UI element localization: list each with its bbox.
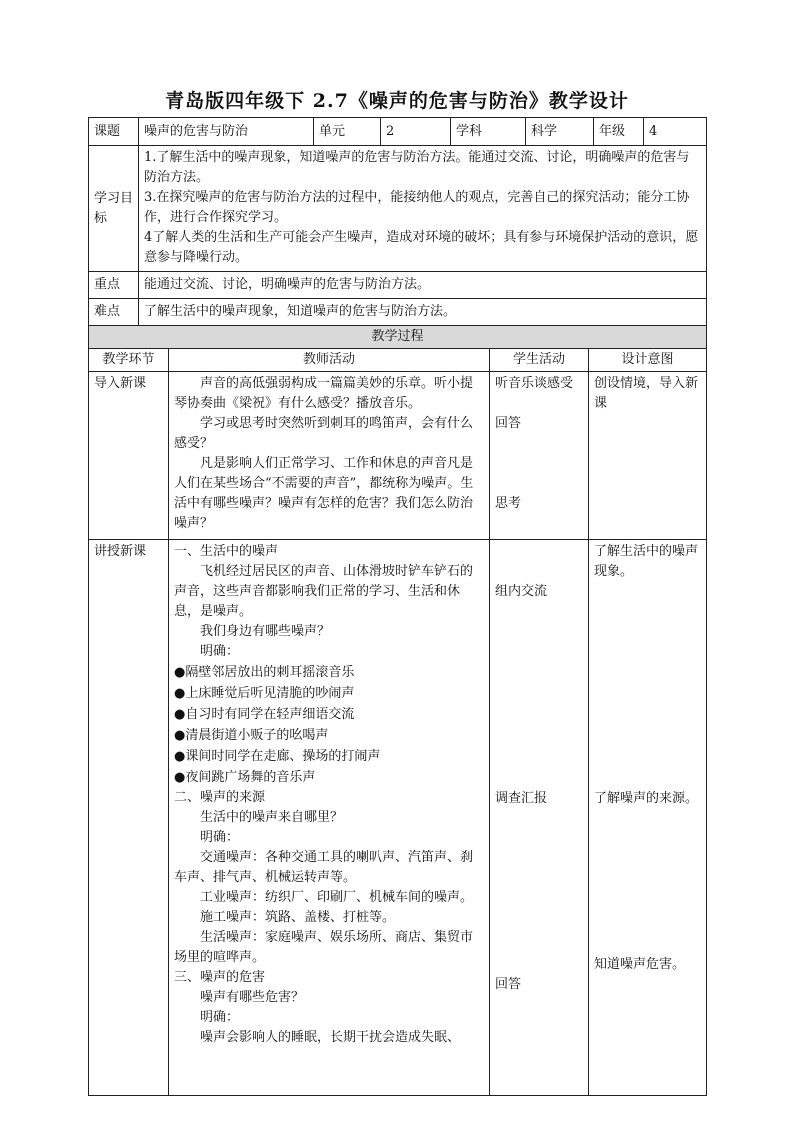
lecture-para: 工业噪声：纺织厂、印刷厂、机械车间的噪声。 [200, 890, 474, 905]
goal-item: 1.了解生活中的噪声现象，知道噪声的危害与防治方法。能通过交流、讨论，明确噪声的危害与防治方法。 [144, 150, 690, 185]
lecture-question: 我们身边有哪些噪声？ [200, 624, 331, 639]
lecture-para: 飞机经过居民区的声音、山体滑坡时铲车铲石的声音，这些声音都影响我们正常的学习、生活和休息，是噪声。 [174, 564, 474, 619]
design-intent: 知道噪声危害。 [594, 957, 686, 972]
intro-student-item: 听音乐谈感受 [495, 376, 574, 391]
goal-item: 3.在探究噪声的危害与防治方法的过程中，能接纳他人的观点，完善自己的探究活动；能分工协作，进行合作探究学习。 [144, 190, 690, 225]
intro-intent: 创设情境，导入新课 [589, 372, 707, 540]
difficulty-value: 了解生活中的噪声现象，知道噪声的危害与防治方法。 [139, 299, 707, 326]
noise-bullet: ●自习时有同学在轻声细语交流 [174, 707, 355, 722]
student-activity: 回答 [495, 977, 522, 992]
unit-value: 2 [381, 118, 451, 146]
lecture-student [490, 540, 589, 1096]
section-title: 三、噪声的危害 [174, 970, 266, 985]
lecture-para: 施工噪声：筑路、盖楼、打桩等。 [200, 910, 396, 925]
unit-label: 单元 [314, 118, 381, 146]
intro-teacher [169, 372, 490, 540]
subject-label: 学科 [451, 118, 526, 146]
design-intent: 了解生活中的噪声现象。 [594, 544, 699, 579]
course-label: 课题 [89, 118, 139, 146]
lecture-para: 噪声会影响人的睡眠，长期干扰会造成失眠、 [200, 1030, 461, 1045]
noise-bullet: ●课间时同学在走廊、操场的打闹声 [174, 749, 381, 764]
info-table [88, 117, 707, 326]
lecture-question: 噪声有哪些危害？ [200, 990, 305, 1005]
noise-bullet: ●清晨街道小贩子的吆喝声 [174, 728, 329, 743]
clear-label: 明确： [200, 644, 240, 659]
grade-value: 4 [644, 118, 707, 146]
difficulty-label: 难点 [89, 299, 139, 326]
grade-label: 年级 [594, 118, 644, 146]
lecture-question: 生活中的噪声来自哪里？ [200, 810, 344, 825]
intro-teacher-para: 声音的高低强弱构成一篇篇美妙的乐章。听小提琴协奏曲《梁祝》有什么感受？播放音乐。 [174, 376, 474, 411]
section-title: 二、噪声的来源 [174, 790, 266, 805]
clear-label: 明确： [200, 830, 240, 845]
intro-student [490, 372, 589, 540]
section-title: 一、生活中的噪声 [174, 544, 279, 559]
design-intent: 了解噪声的来源。 [594, 791, 699, 806]
course-value: 噪声的危害与防治 [139, 118, 314, 146]
intro-teacher-para: 学习或思考时突然听到刺耳的鸣笛声，会有什么感受？ [174, 416, 474, 451]
student-activity: 组内交流 [495, 584, 548, 599]
noise-bullet: ●上床睡觉后听见清脆的吵闹声 [174, 686, 355, 701]
intro-stage: 导入新课 [89, 372, 169, 540]
col-header-student: 学生活动 [490, 349, 589, 372]
noise-bullet: ●夜间跳广场舞的音乐声 [174, 770, 316, 785]
col-header-teacher: 教师活动 [169, 349, 490, 372]
lecture-para: 交通噪声：各种交通工具的喇叭声、汽笛声、刹车声、排气声、机械运转声等。 [174, 850, 474, 885]
intro-student-item: 思考 [495, 496, 522, 511]
student-activity: 调查汇报 [495, 791, 548, 806]
page-title: 青岛版四年级下 2.7《噪声的危害与防治》教学设计 [165, 90, 629, 112]
clear-label: 明确： [200, 1010, 240, 1025]
intro-student-item: 回答 [495, 416, 522, 431]
process-table [88, 325, 707, 1096]
lecture-intent [589, 540, 707, 1096]
col-header-intent: 设计意图 [589, 349, 707, 372]
key-label: 重点 [89, 272, 139, 299]
noise-bullet: ●隔壁邻居放出的刺耳摇滚音乐 [174, 665, 355, 680]
goal-item: 4了解人类的生活和生产可能会产生噪声，造成对环境的破坏；具有参与环境保护活动的意识，愿意参与降噪行动。 [144, 230, 699, 265]
key-value: 能通过交流、讨论，明确噪声的危害与防治方法。 [139, 272, 707, 299]
goals-cell [139, 146, 707, 272]
goals-label: 学习目标 [89, 146, 139, 272]
process-header: 教学过程 [89, 326, 707, 349]
lecture-teacher [169, 540, 490, 1096]
subject-value: 科学 [526, 118, 594, 146]
lecture-stage: 讲授新课 [89, 540, 169, 1096]
intro-teacher-para: 凡是影响人们正常学习、工作和休息的声音凡是人们在某些场合“不需要的声音”，都统称为噪声。生活中有哪些噪声？噪声有怎样的危害？我们怎么防治噪声？ [174, 456, 474, 531]
lecture-para: 生活噪声：家庭噪声、娱乐场所、商店、集贸市场里的喧哗声。 [174, 930, 474, 965]
col-header-stage: 教学环节 [89, 349, 169, 372]
